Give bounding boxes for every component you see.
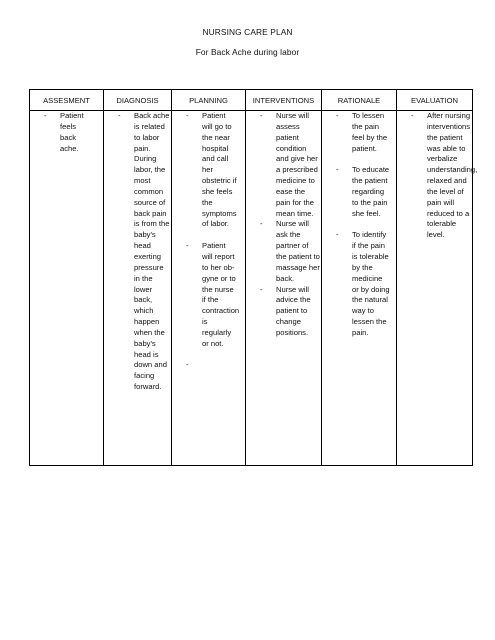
list-item: - Nurse will advice the patient to change positions.	[260, 284, 311, 337]
assessment-cell	[30, 111, 104, 466]
planning-cell: - Patient will go to the near hospital and call her obstetric if she feels the symptoms of labor. - Patient will report to her ob-gyne or to the nurse if the contraction is regularly or not. -	[172, 111, 246, 466]
evaluation-cell	[397, 111, 478, 466]
list-item: - Nurse will assess patient condition and give her a prescribed medicine to ease the pain for the mean time.	[260, 111, 318, 218]
header-planning: PLANNING	[172, 90, 246, 111]
list-item: - Patient will go to the near hospital and call her obstetric if she feels the symptoms of labor.	[186, 111, 237, 229]
list-item: - To lessen the pain feel by the patient.	[336, 111, 388, 153]
header-evaluation: EVALUATION	[397, 90, 473, 111]
header-diagnosis: DIAGNOSIS	[104, 90, 172, 111]
list-item: - After nursing interventions the patient was able to verbalize understanding, relaxed and the level of pain will reduced to a tolerable level.	[411, 111, 478, 240]
header-rationale: RATIONALE	[322, 90, 397, 111]
header-interventions: INTERVENTIONS	[246, 90, 322, 111]
care-plan-table	[29, 89, 478, 466]
diagnosis-cell	[104, 111, 172, 466]
list-item: - To educate the patient regarding to the pain she feel.	[336, 165, 390, 218]
document-subtitle: For Back Ache during labor	[195, 47, 300, 57]
list-item: - Back ache is related to labor pain. During labor, the most common source of back pain is from the baby's head exerting pressure in the lower back, which happen when the baby's head is down and facing forward.	[118, 111, 170, 392]
rationale-cell	[322, 111, 397, 466]
header-row	[30, 90, 473, 111]
table-row	[30, 111, 473, 466]
list-item: - To identify if the pain is tolerable by the medicine or by doing the natural way to lessen the pain.	[336, 230, 390, 337]
list-item: - Patient feels back ache.	[44, 111, 84, 153]
list-item: - Nurse will ask the partner of the patient to massage her back.	[260, 219, 320, 283]
header-assessment: ASSESMENT	[30, 90, 104, 111]
list-item: - Patient will report to her ob-gyne or to the nurse if the contraction is regularly or not.	[186, 241, 240, 348]
interventions-cell	[246, 111, 322, 466]
document-title: NURSING CARE PLAN	[202, 27, 293, 37]
